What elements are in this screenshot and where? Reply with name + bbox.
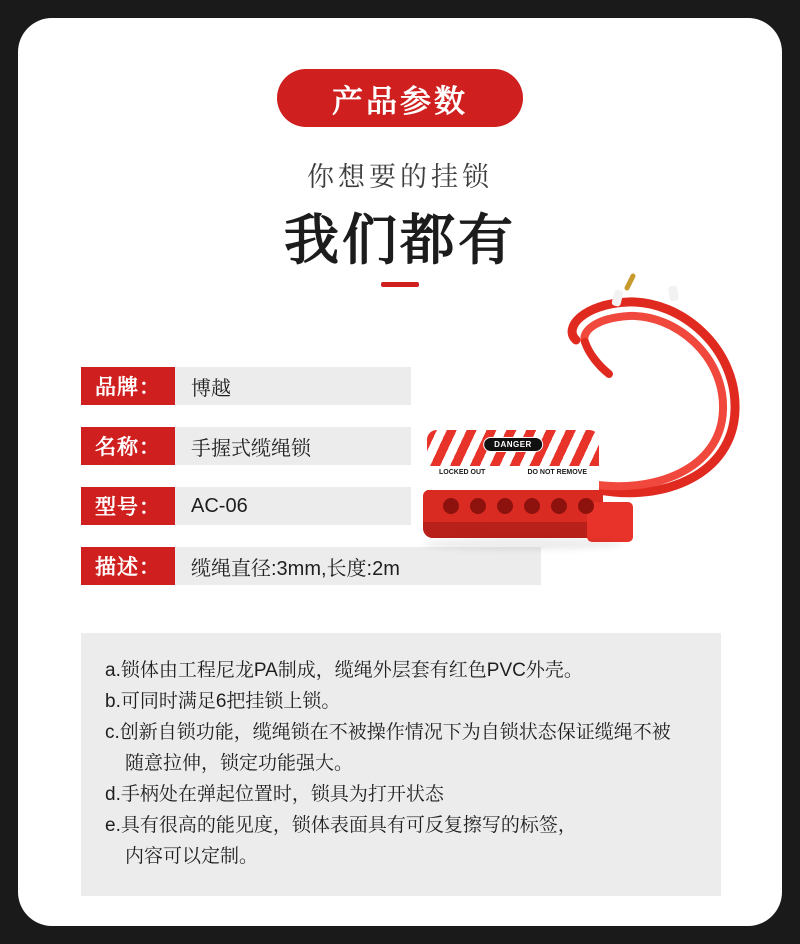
spec-row: [81, 367, 411, 405]
spec-label: 品牌：: [81, 367, 175, 405]
product-shadow: [423, 538, 623, 550]
spec-value: AC-06: [175, 487, 411, 525]
note-line: d.手柄处在弹起位置时，锁具为打开状态: [105, 784, 444, 805]
do-not-remove-text: DO NOT REMOVE: [527, 469, 587, 476]
spec-label: 型号：: [81, 487, 175, 525]
product-image: [413, 270, 758, 570]
lock-base-shadow: [423, 522, 603, 538]
padlock-hole: [578, 498, 594, 514]
cable-lock-body: [427, 430, 599, 540]
padlock-hole: [497, 498, 513, 514]
spec-label: 名称：: [81, 427, 175, 465]
feature-notes: [81, 633, 721, 896]
note-line: a.锁体由工程尼龙PA制成，缆绳外层套有红色PVC外壳。: [105, 660, 583, 681]
spec-value: 手握式缆绳锁: [175, 427, 411, 465]
padlock-hole: [470, 498, 486, 514]
spec-label: 描述：: [81, 547, 175, 585]
product-spec-card: [18, 18, 782, 926]
padlock-hole: [551, 498, 567, 514]
spec-value: 缆绳直径:3mm,长度:2m: [175, 547, 541, 585]
padlock-hole-row: [443, 498, 594, 514]
page-title: 我们都有: [283, 209, 516, 271]
subtitle: 你想要的挂锁: [307, 162, 493, 192]
padlock-hole: [443, 498, 459, 514]
padlock-hole: [524, 498, 540, 514]
locked-out-text: LOCKED OUT: [439, 469, 486, 476]
note-line: b.可同时满足6把挂锁上锁。: [105, 691, 341, 712]
spec-list: [81, 367, 411, 607]
spec-value: 博越: [175, 367, 411, 405]
danger-label: DANGER: [483, 437, 543, 452]
note-line: 内容可以定制。: [125, 846, 259, 867]
section-badge: 产品参数: [277, 69, 523, 127]
note-line: c.创新自锁功能，缆绳锁在不被操作情况下为自锁状态保证缆绳不被: [105, 722, 671, 743]
note-line: e.具有很高的能见度，锁体表面具有可反复擦写的标签，: [105, 815, 577, 836]
spec-row: [81, 487, 411, 525]
spec-row: [81, 427, 411, 465]
note-line: 随意拉伸，锁定功能强大。: [125, 753, 354, 774]
